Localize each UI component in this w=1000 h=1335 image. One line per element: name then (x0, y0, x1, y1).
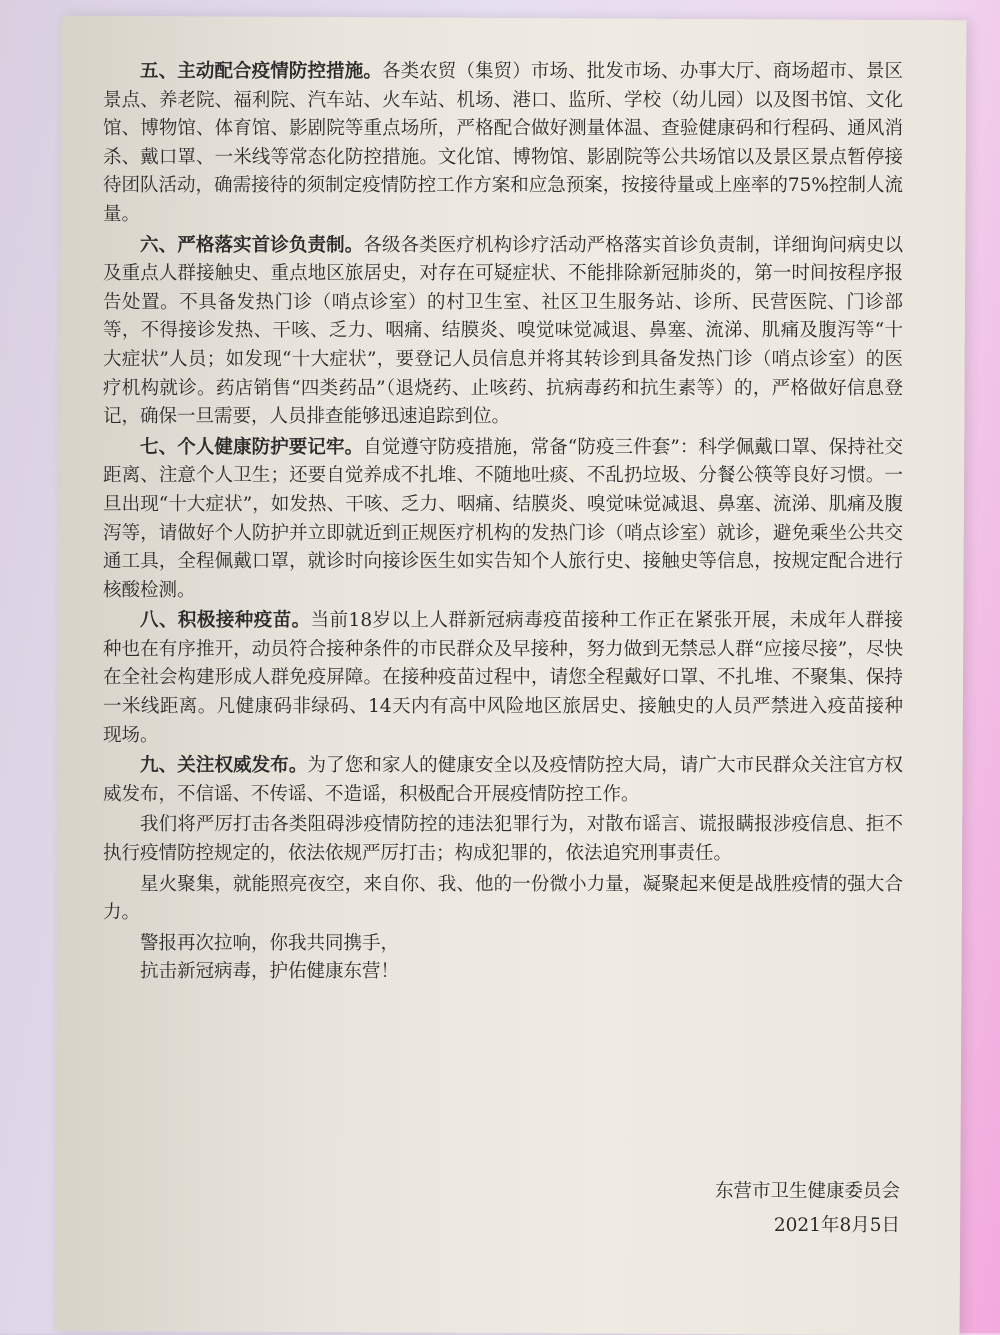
closing-line-1: 警报再次拉响，你我共同携手， (140, 932, 400, 954)
section-heading: 九、关注权威发布。 (140, 755, 308, 777)
section-body: 当前18岁以上人群新冠病毒疫苗接种工作正在紧张开展，未成年人群接种也在有序推开，动员符合接种条件的市民群众及早接种，努力做到无禁忌人群“应接尽接”，尽快在全社会构建形成人群免疫屏障。在接种疫苗过程中，请您全程戴好口罩、不扎堆、不聚集、保持一米线距离。凡健康码非绿码、14天内有高中风险地区旅居史、接触史的人员严禁进入疫苗接种现场。 (103, 610, 903, 746)
section-body: 为了您和家人的健康安全以及疫情防控大局，请广大市民群众关注官方权威发布，不信谣、不传谣、不造谣，积极配合开展疫情防控工作。 (103, 755, 903, 805)
closing-line-2: 抗击新冠病毒，护佑健康东营！ (140, 961, 400, 983)
signature-block (715, 1175, 900, 1243)
issuing-organization: 东营市卫生健康委员会 (714, 1181, 900, 1202)
section-heading: 七、个人健康防护要记牢。 (140, 436, 364, 458)
issue-date: 2021年8月5日 (773, 1215, 900, 1236)
document-body (103, 58, 903, 987)
section-6 (103, 232, 903, 432)
section-body: 自觉遵守防疫措施，常备“防疫三件套”：科学佩戴口罩、保持社交距离、注意个人卫生；还要自觉养成不扎堆、不随地吐痰、不乱扔垃圾、分餐公筷等良好习惯。一旦出现“十大症状”，如发热、干咳、乏力、咽痛、结膜炎、嗅觉味觉减退、鼻塞、流涕、肌痛及腹泻等，请做好个人防护并立即就近到正规医疗机构的发热门诊（哨点诊室）就诊，避免乘坐公共交通工具，全程佩戴口罩，就诊时向接诊医生如实告知个人旅行史、接触史等信息，按规定配合进行核酸检测。 (103, 436, 903, 601)
section-8 (103, 607, 903, 750)
section-5 (103, 58, 903, 230)
section-body: 各类农贸（集贸）市场、批发市场、办事大厅、商场超市、景区景点、养老院、福利院、汽车站、火车站、机场、港口、监所、学校（幼儿园）以及图书馆、文化馆、博物馆、体育馆、影剧院等重点场所，严格配合做好测量体温、查验健康码和行程码、通风消杀、戴口罩、一米线等常态化防控措施。文化馆、博物馆、影剧院等公共场馆以及景区景点暂停接待团队活动，确需接待的须制定疫情防控工作方案和应急预案，按接待量或上座率的75%控制人流量。 (103, 61, 903, 225)
unity-paragraph: 星火聚集，就能照亮夜空，来自你、我、他的一份微小力量，凝聚起来便是战胜疫情的强大合力。 (103, 873, 903, 924)
crackdown-paragraph: 我们将严厉打击各类阻碍涉疫情防控的违法犯罪行为，对散布谣言、谎报瞒报涉疫信息、拒不执行疫情防控规定的，依法依规严厉打击；构成犯罪的，依法追究刑事责任。 (103, 814, 903, 865)
section-9 (103, 752, 903, 809)
section-heading: 五、主动配合疫情防控措施。 (140, 61, 382, 82)
section-body: 各级各类医疗机构诊疗活动严格落实首诊负责制，详细询问病史以及重点人群接触史、重点地区旅居史，对存在可疑症状、不能排除新冠肺炎的，第一时间按程序报告处置。不具备发热门诊（哨点诊室）的村卫生室、社区卫生服务站、诊所、民营医院、门诊部等，不得接诊发热、干咳、乏力、咽痛、结膜炎、嗅觉味觉减退、鼻塞、流涕、肌痛及腹泻等“十大症状”人员；如发现“十大症状”，要登记人员信息并将其转诊到具备发热门诊（哨点诊室）的医疗机构就诊。药店销售“四类药品”（退烧药、止咳药、抗病毒药和抗生素等）的，严格做好信息登记，确保一旦需要，人员排查能够迅速追踪到位。 (103, 234, 903, 428)
section-heading: 六、严格落实首诊负责制。 (140, 234, 364, 256)
section-heading: 八、积极接种疫苗。 (140, 610, 311, 632)
section-7 (103, 434, 903, 606)
